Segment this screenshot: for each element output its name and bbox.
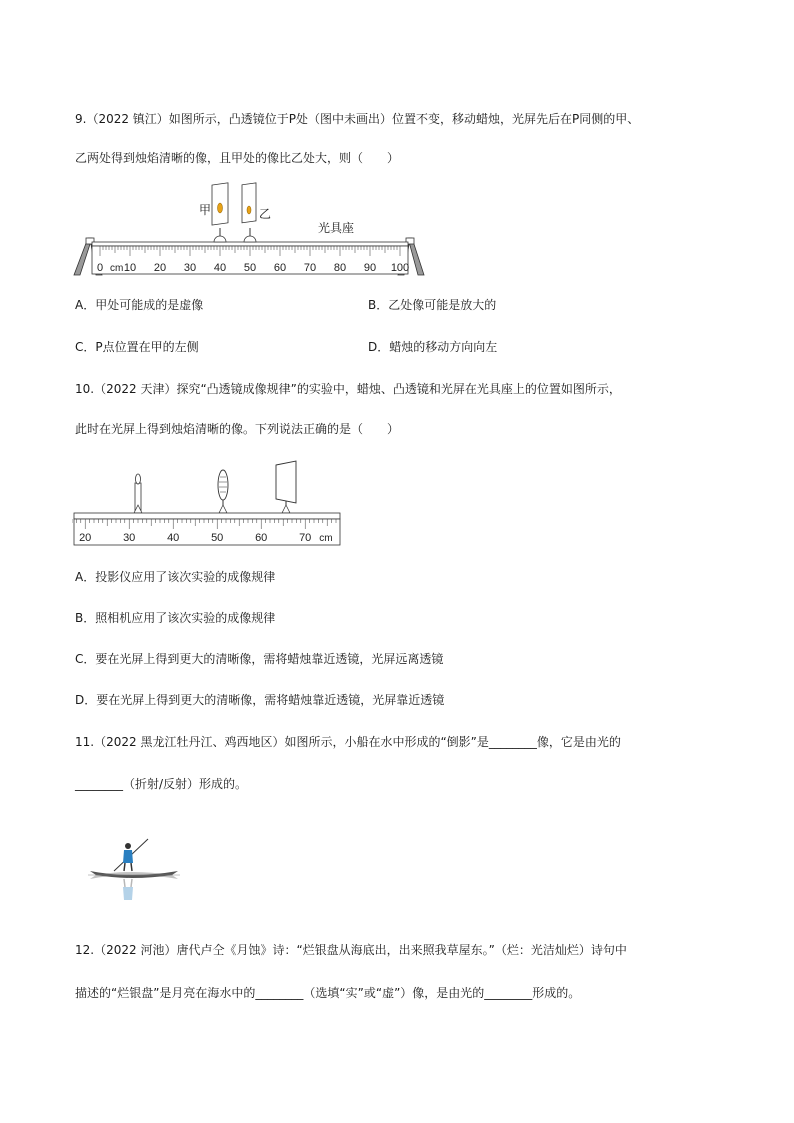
q11-text-line1: 11.（2022 黑龙江牡丹江、鸡西地区）如图所示，小船在水中形成的“倒影”是________像，它是由光的	[75, 735, 621, 749]
q9-optical-bench-svg	[70, 180, 430, 280]
ruler-tick-label: 40	[213, 262, 227, 274]
q11-boat-reflection-image	[86, 835, 182, 905]
q10-text-line2: 此时在光屏上得到烛焰清晰的像。下列说法正确的是（ ）	[75, 422, 400, 436]
q9-option-c: C．P点位置在甲的左侧	[75, 340, 199, 354]
q10-option-d: D．要在光屏上得到更大的清晰像，需将蜡烛靠近透镜，光屏靠近透镜	[75, 693, 445, 707]
ruler-tick-label: 80	[333, 262, 347, 274]
ruler-tick-label: 20	[153, 262, 167, 274]
q10-option-a: A．投影仪应用了该次实验的成像规律	[75, 570, 276, 584]
q12-text-line2: 描述的“烂银盘”是月亮在海水中的________（选填“实”或“虚”）像，是由光的________形成的。	[75, 986, 581, 1000]
ruler-tick-label: 100	[390, 262, 410, 274]
ruler-tick-label: 30	[123, 532, 136, 544]
q10-text-line1: 10.（2022 天津）探究“凸透镜成像规律”的实验中，蜡烛、凸透镜和光屏在光具座上的位置如图所示，	[75, 382, 621, 396]
q9-text-line1: 9.（2022 镇江）如图所示，凸透镜位于P处（图中未画出）位置不变，移动蜡烛，光屏先后在P同侧的甲、	[75, 112, 640, 126]
ruler-tick-label: 40	[167, 532, 180, 544]
q9-option-b: B．乙处像可能是放大的	[368, 298, 497, 312]
ruler-tick-label: 90	[363, 262, 377, 274]
q9-option-d: D．蜡烛的移动方向向左	[368, 340, 498, 354]
ruler-tick-label: 60	[255, 532, 268, 544]
ruler-tick-label: 0	[96, 262, 104, 274]
q10-optical-bench-svg	[72, 455, 347, 550]
ruler-tick-label: 30	[183, 262, 197, 274]
ruler-tick-label: 50	[243, 262, 257, 274]
ruler-tick-label: 20	[79, 532, 92, 544]
ruler-tick-label: 10	[123, 262, 137, 274]
q10-option-c: C．要在光屏上得到更大的清晰像，需将蜡烛靠近透镜，光屏远离透镜	[75, 652, 444, 666]
q9-label-yi: 乙	[259, 207, 272, 221]
q9-label-jia: 甲	[199, 203, 212, 217]
q11-text-line2: ________（折射/反射）形成的。	[75, 777, 248, 791]
ruler-tick-label: 70	[299, 532, 312, 544]
q10-figure	[72, 455, 347, 550]
ruler-tick-label: 70	[303, 262, 317, 274]
ruler-tick-label: 60	[273, 262, 287, 274]
q9-figure	[70, 180, 430, 280]
ruler-unit-label: cm	[319, 533, 333, 544]
q12-text-line1: 12.（2022 河池）唐代卢仝《月蚀》诗：“烂银盘从海底出，出来照我草屋东。”（烂：光洁灿烂）诗句中	[75, 943, 627, 957]
ruler-tick-label: 50	[211, 532, 224, 544]
q10-option-b: B．照相机应用了该次实验的成像规律	[75, 611, 276, 625]
q9-option-a: A．甲处可能成的是虚像	[75, 298, 204, 312]
q9-text-line2: 乙两处得到烛焰清晰的像，且甲处的像比乙处大，则（ ）	[75, 151, 400, 165]
ruler-unit-label: cm	[110, 263, 124, 274]
q11-boat-svg	[86, 835, 182, 905]
q9-label-optical-bench: 光具座	[318, 221, 355, 235]
